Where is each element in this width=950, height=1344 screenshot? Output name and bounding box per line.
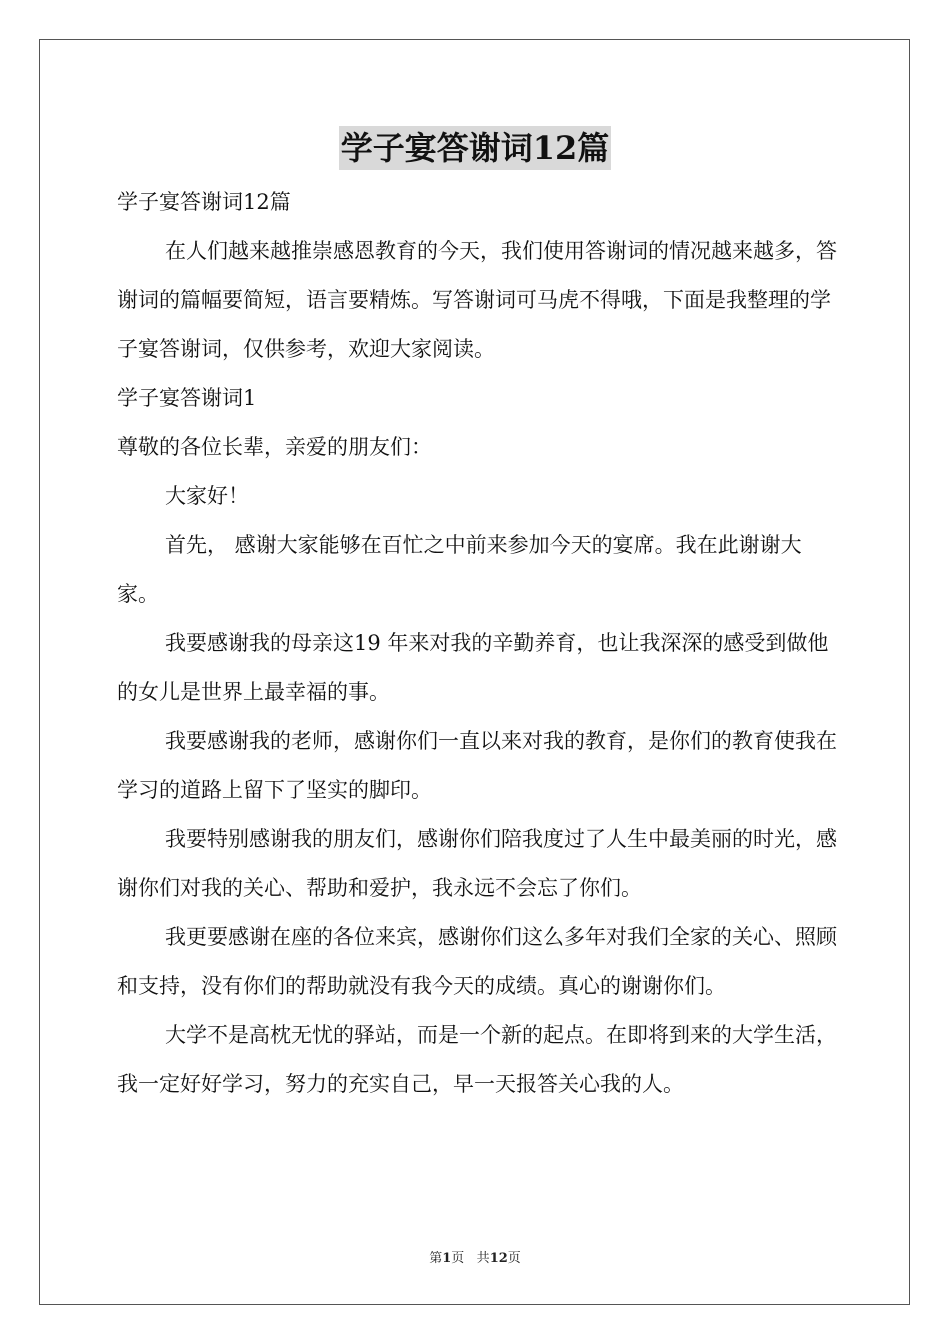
document-title <box>0 126 950 170</box>
paragraph-thanks-mother: 我要感谢我的母亲这19 年来对我的辛勤养育，也让我深深的感受到做他的女儿是世界上最幸福的事。 <box>117 631 829 704</box>
document-title-text: 学子宴答谢词12篇 <box>339 126 612 170</box>
paragraph-thanks-friends: 我要特别感谢我的朋友们，感谢你们陪我度过了人生中最美丽的时光，感谢你们对我的关心、帮助和爱护，我永远不会忘了你们。 <box>117 827 837 900</box>
document-body <box>117 178 837 1109</box>
footer-total-unit: 页 <box>507 1251 521 1266</box>
footer-total-prefix: 共 <box>476 1251 490 1266</box>
paragraph-greeting: 大家好！ <box>165 484 249 508</box>
footer-page-current: 1 <box>442 1251 452 1266</box>
footer-page-prefix: 第 <box>429 1251 443 1266</box>
footer-page-unit: 页 <box>451 1251 465 1266</box>
paragraph-thanks-teachers: 我要感谢我的老师，感谢你们一直以来对我的教育，是你们的教育使我在学习的道路上留下了坚实的脚印。 <box>117 729 837 802</box>
paragraph-thanks-relatives: 我更要感谢在座的各位来宾，感谢你们这么多年对我们全家的关心、照顾和支持，没有你们的帮助就没有我今天的成绩。真心的谢谢你们。 <box>117 925 837 998</box>
page-footer <box>0 1247 950 1266</box>
paragraph-subtitle: 学子宴答谢词12篇 <box>117 190 291 214</box>
footer-total-pages: 12 <box>489 1251 508 1266</box>
section-heading: 学子宴答谢词1 <box>117 386 257 410</box>
paragraph-university: 大学不是高枕无忧的驿站，而是一个新的起点。在即将到来的大学生活，我一定好好学习，努力的充实自己，早一天报答关心我的人。 <box>117 1023 837 1096</box>
paragraph-thanks-guests: 首先， 感谢大家能够在百忙之中前来参加今天的宴席。我在此谢谢大家。 <box>117 533 802 606</box>
paragraph-salutation: 尊敬的各位长辈，亲爱的朋友们： <box>117 435 432 459</box>
paragraph-intro: 在人们越来越推崇感恩教育的今天，我们使用答谢词的情况越来越多，答谢词的篇幅要简短，语言要精炼。写答谢词可马虎不得哦，下面是我整理的学子宴答谢词，仅供参考，欢迎大家阅读。 <box>117 239 837 361</box>
